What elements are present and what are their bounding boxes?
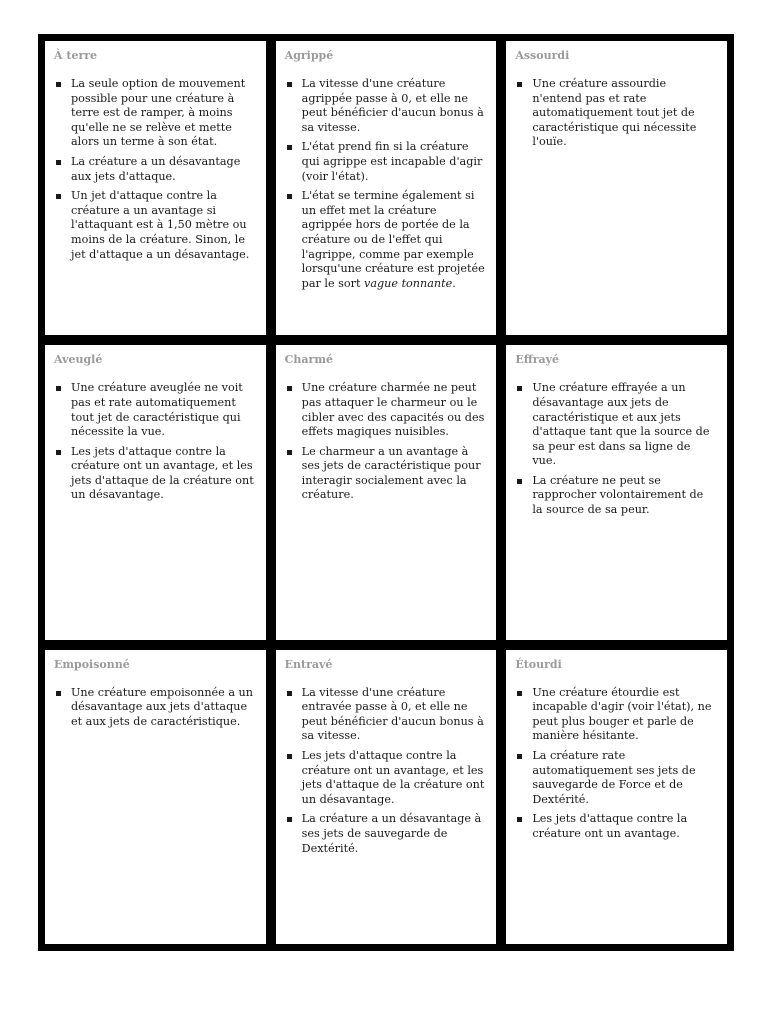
card-aveugle (42, 342, 269, 642)
rule-item (285, 812, 487, 856)
bullet-icon (287, 194, 292, 199)
bullet-icon (517, 691, 522, 696)
rule-item (285, 140, 487, 184)
rule-item (515, 381, 717, 469)
rule-item (54, 445, 256, 503)
bullet-icon (56, 82, 61, 87)
rule-item (285, 445, 487, 503)
card-title: Assourdi (515, 49, 570, 62)
bullet-icon (517, 754, 522, 759)
bullet-icon (287, 145, 292, 150)
card-title: Empoisonné (54, 657, 130, 671)
bullet-icon (287, 386, 292, 391)
rule-text: Les jets d'attaque contre la créature ont un avantage, et les jets d'attaque de la créature ont un désavantage. (301, 749, 485, 806)
rule-item (515, 77, 717, 150)
card-charme (273, 342, 500, 642)
bullet-icon (56, 194, 61, 199)
card-effraye (503, 342, 730, 642)
rule-list (515, 381, 717, 517)
rule-item (285, 686, 487, 744)
card-agrippe (273, 38, 500, 338)
rule-list (54, 77, 256, 262)
rule-item (515, 474, 717, 518)
rule-text: Un jet d'attaque contre la créature a un avantage si l'attaquant est à 1,50 mètre ou moins de la créature. Sinon, le jet d'attaque a un désavantage. (71, 189, 250, 261)
bullet-icon (287, 754, 292, 759)
card-title: Charmé (284, 353, 333, 367)
rule-list (54, 686, 256, 730)
rule-text: Une créature étourdie est incapable d'agir (voir l'état), ne peut plus bouger et parle de manière hésitante. (532, 685, 712, 743)
rule-list (285, 77, 487, 291)
card-entrave (273, 647, 500, 947)
card-a-terre (42, 38, 269, 338)
bullet-icon (287, 817, 292, 822)
rule-list (515, 77, 717, 150)
card-title: Agrippé (284, 49, 334, 62)
rule-list (515, 686, 717, 842)
rule-item (515, 812, 717, 841)
rule-text: La créature ne peut se rapprocher volontairement de la source de sa peur. (532, 473, 704, 517)
rule-item (54, 189, 256, 262)
rule-list (54, 381, 256, 503)
bullet-icon (56, 450, 61, 455)
bullet-icon (287, 691, 292, 696)
rule-text: Le charmeur a un avantage à ses jets de caractéristique pour interagir socialement avec la créature. (301, 444, 481, 502)
card-title: Étourdi (515, 657, 562, 671)
rule-item (285, 77, 487, 135)
rule-item (54, 77, 256, 150)
rule-item (285, 381, 487, 439)
card-etourdi (503, 647, 730, 947)
rule-text: La créature a un désavantage aux jets d'attaque. (71, 154, 241, 183)
card-title: Aveuglé (54, 353, 103, 367)
spell-name: vague tonnante (364, 276, 453, 290)
rule-text: Une créature assourdie n'entend pas et rate automatiquement tout jet de caractéristique qui nécessite l'ouïe. (532, 77, 697, 149)
rule-item (515, 749, 717, 807)
bullet-icon (517, 386, 522, 391)
bullet-icon (517, 817, 522, 822)
rule-item (285, 189, 487, 291)
rule-item (54, 155, 256, 184)
bullet-icon (56, 160, 61, 165)
bullet-icon (56, 691, 61, 696)
condition-cards-sheet (38, 34, 734, 951)
bullet-icon (517, 82, 522, 87)
rule-text: La créature a un désavantage à ses jets de sauvegarde de Dextérité. (301, 812, 482, 855)
rule-text: La vitesse d'une créature agrippée passe à 0, et elle ne peut bénéficier d'aucun bonus à sa vitesse. (301, 77, 484, 134)
rule-text: La créature rate automatiquement ses jets de sauvegarde de Force et de Dextérité. (532, 749, 696, 806)
rule-text: Une créature effrayée a un désavantage aux jets de caractéristique et aux jets d'attaque tant que la source de sa peur est dans sa ligne de vue. (532, 381, 710, 468)
rule-text: L'état se termine également si un effet met la créature agrippée hors de portée de la créature ou de l'effet qui l'agrippe, comme par exemple lorsqu'une créature est projetée par le sort (301, 189, 485, 290)
bullet-icon (517, 479, 522, 484)
rule-list (285, 686, 487, 857)
rule-item (54, 686, 256, 730)
rule-text: La seule option de mouvement possible pour une créature à terre est de ramper, à moins qu'elle ne se relève et mette alors un terme à son état. (71, 77, 246, 149)
rule-text: Une créature aveuglée ne voit pas et rate automatiquement tout jet de caractéristique qui nécessite la vue. (71, 381, 243, 439)
rule-list (285, 381, 487, 503)
rule-text: L'état prend fin si la créature qui agrippe est incapable d'agir (voir l'état). (301, 140, 483, 183)
card-title: Entravé (284, 657, 333, 671)
card-title: À terre (54, 49, 98, 62)
rule-text: Les jets d'attaque contre la créature ont un avantage, et les jets d'attaque de la créature ont un désavantage. (71, 444, 254, 502)
rule-text-end: . (452, 276, 456, 290)
rule-item (285, 749, 487, 807)
card-empoisonne (42, 647, 269, 947)
bullet-icon (287, 82, 292, 87)
rule-text: Les jets d'attaque contre la créature ont un avantage. (532, 812, 688, 840)
bullet-icon (287, 450, 292, 455)
bullet-icon (56, 386, 61, 391)
rule-text: La vitesse d'une créature entravée passe à 0, et elle ne peut bénéficier d'aucun bonus à sa vitesse. (301, 685, 484, 743)
card-title: Effrayé (515, 353, 560, 367)
rule-item (515, 686, 717, 744)
rule-text: Une créature charmée ne peut pas attaquer le charmeur ou le cibler avec des capacités ou des effets magiques nuisibles. (301, 381, 485, 439)
rule-text: Une créature empoisonnée a un désavantage aux jets d'attaque et aux jets de caractéristique. (71, 685, 253, 728)
card-assourdi (503, 38, 730, 338)
rule-item (54, 381, 256, 439)
